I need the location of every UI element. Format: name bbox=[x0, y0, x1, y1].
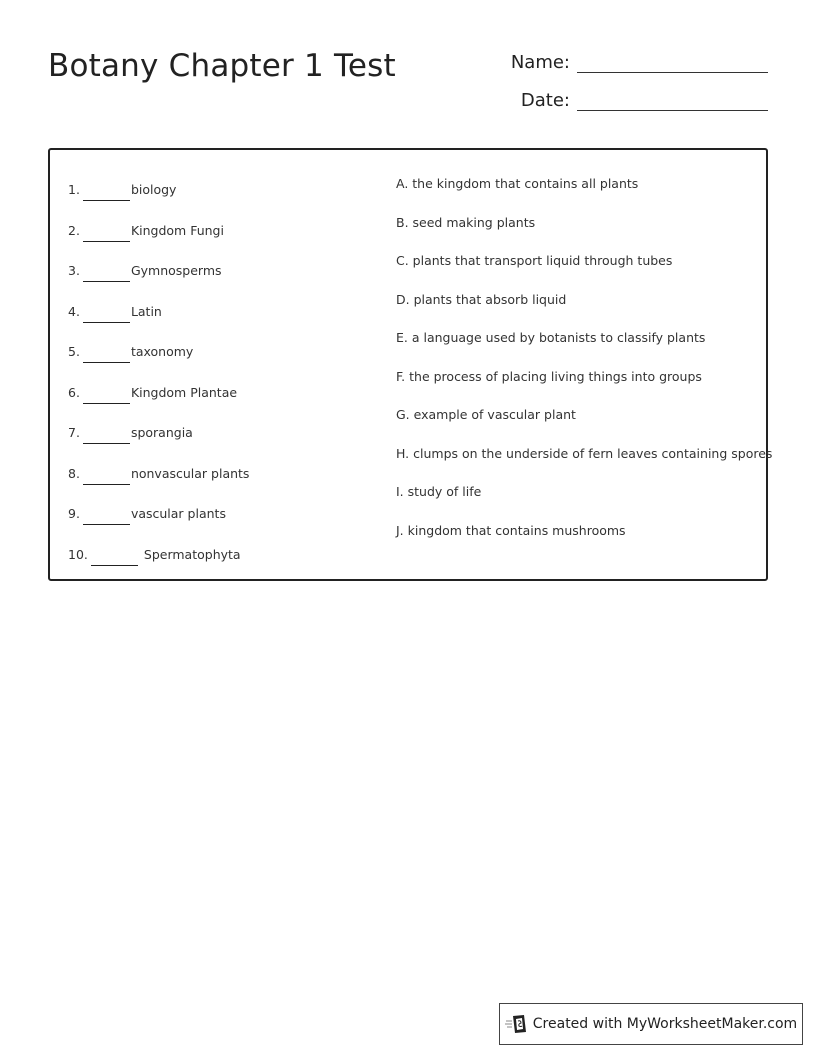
answer-blank[interactable] bbox=[83, 322, 130, 323]
created-with-badge[interactable] bbox=[499, 1003, 803, 1045]
name-label: Name: bbox=[510, 52, 570, 73]
question-number: 4. bbox=[68, 303, 80, 319]
definition-item: G. example of vascular plant bbox=[396, 407, 576, 422]
answer-blank[interactable] bbox=[83, 443, 130, 444]
question-term: Gymnosperms bbox=[130, 263, 222, 278]
answer-blank[interactable] bbox=[83, 241, 130, 242]
question-term: Kingdom Fungi bbox=[130, 222, 224, 238]
answer-blank[interactable] bbox=[83, 281, 130, 282]
question-row bbox=[68, 175, 176, 197]
matching-box bbox=[48, 148, 773, 581]
question-term: Spermatophyta bbox=[143, 546, 241, 562]
definition-item: A. the kingdom that contains all plants bbox=[396, 176, 639, 191]
definition-item: B. seed making plants bbox=[396, 214, 536, 230]
question-term: taxonomy bbox=[130, 344, 194, 359]
question-row bbox=[68, 459, 249, 481]
question-number: 2. bbox=[68, 222, 80, 238]
definition-item: D. plants that absorb liquid bbox=[396, 291, 567, 307]
date-label: Date: bbox=[520, 90, 570, 111]
worksheet-maker-logo-icon bbox=[505, 1014, 527, 1034]
definition-item: I. study of life bbox=[396, 484, 482, 499]
question-number: 3. bbox=[68, 263, 80, 278]
definition-item: J. kingdom that contains mushrooms bbox=[396, 522, 626, 538]
question-number: 9. bbox=[68, 506, 80, 521]
answer-blank[interactable] bbox=[91, 565, 138, 566]
name-blank-line[interactable] bbox=[577, 72, 768, 73]
question-row bbox=[68, 540, 241, 562]
question-number: 5. bbox=[68, 344, 80, 359]
date-field bbox=[521, 90, 768, 112]
definition-item: E. a language used by botanists to classify plants bbox=[396, 330, 706, 345]
question-term: nonvascular plants bbox=[130, 465, 250, 481]
question-term: sporangia bbox=[130, 425, 193, 440]
question-term: Latin bbox=[130, 303, 162, 319]
question-row bbox=[68, 216, 224, 238]
question-term: Kingdom Plantae bbox=[130, 384, 238, 400]
question-term: vascular plants bbox=[130, 506, 226, 521]
question-number: 1. bbox=[68, 182, 80, 197]
created-with-text: Created with MyWorksheetMaker.com bbox=[532, 1016, 798, 1032]
question-term: biology bbox=[130, 182, 177, 197]
question-row bbox=[68, 297, 162, 319]
question-row bbox=[68, 418, 193, 440]
answer-blank[interactable] bbox=[83, 200, 130, 201]
page-title: Botany Chapter 1 Test bbox=[48, 48, 396, 84]
definition-item: H. clumps on the underside of fern leaves containing spores bbox=[396, 445, 773, 461]
question-number: 7. bbox=[68, 425, 80, 440]
answer-blank[interactable] bbox=[83, 362, 130, 363]
question-row bbox=[68, 378, 237, 400]
date-blank-line[interactable] bbox=[577, 110, 768, 111]
question-number: 10. bbox=[68, 546, 88, 562]
question-number: 6. bbox=[68, 384, 80, 400]
question-row bbox=[68, 256, 222, 278]
answer-blank[interactable] bbox=[83, 403, 130, 404]
question-number: 8. bbox=[68, 465, 80, 481]
definition-item: F. the process of placing living things into groups bbox=[396, 368, 702, 384]
answer-blank[interactable] bbox=[83, 524, 130, 525]
definition-item: C. plants that transport liquid through tubes bbox=[396, 253, 673, 268]
question-row bbox=[68, 499, 226, 521]
name-field bbox=[511, 52, 768, 74]
question-row bbox=[68, 337, 193, 359]
answer-blank[interactable] bbox=[83, 484, 130, 485]
